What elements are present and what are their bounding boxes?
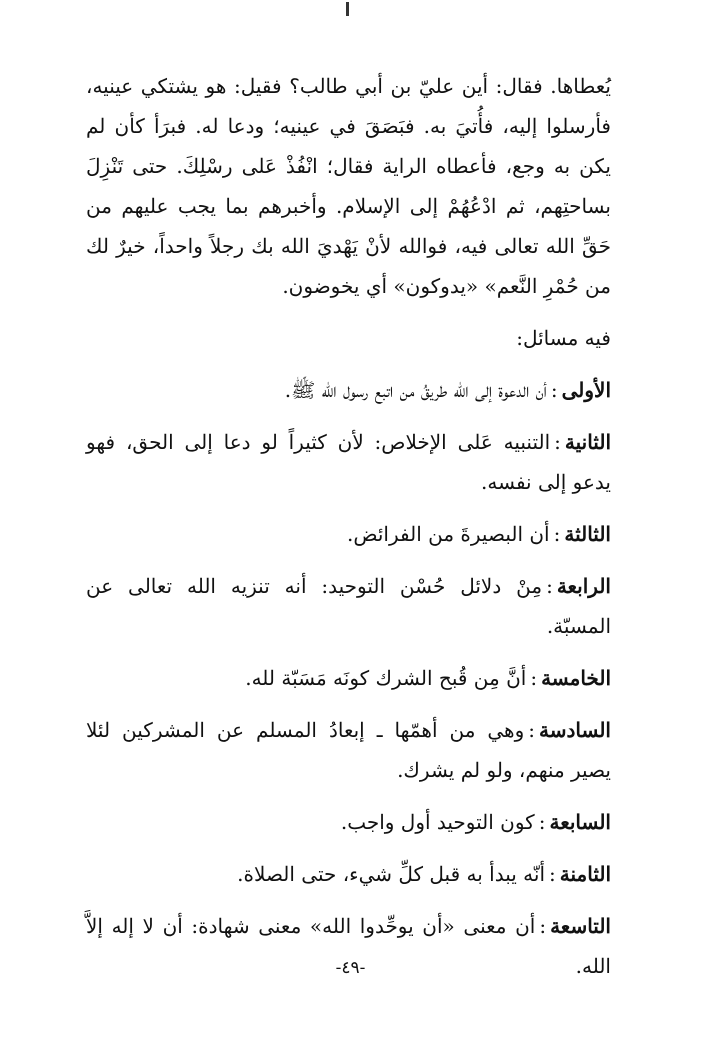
issue-4: الرابعة:مِنْ دلائل حُسْن التوحيد: أنه تنزيه الله تعالى عن المسبّة. (86, 574, 611, 638)
issue-7-label: السابعة (549, 810, 611, 834)
issue-4-text: مِنْ دلائل حُسْن التوحيد: أنه تنزيه الله تعالى عن المسبّة. (86, 574, 611, 638)
issue-8: الثامنة:أنّه يبدأ به قبل كلِّ شيء، حتى الصلاة. (237, 862, 611, 886)
top-margin-mark (346, 2, 349, 16)
intro-paragraph: يُعطاها. فقال: أين عليّ بن أبي طالب؟ فقيل: هو يشتكي عينيه، فأرسلوا إليه، فأُتيَ به. فبَصَقَ في عينيه؛ ودعا له. فبرَأ كأن لم يكن به وجع، فأعطاه الراية فقال؛ انْفُذْ عَلى رسْلِكَ. حتى تَنْزِلَ بساحتِهم، ثم ادْعُهُمْ إلى الإسلام. وأخبرهم بما يجب عليهم من حَقِّ الله تعالى فيه، فوالله لأنْ يَهْديَ الله بك رجلاً واحداً، خيرٌ لك من حُمْرِ النَّعم» «يدوكون» أي يخوضون. (86, 74, 611, 298)
issue-1: الأولى:أن الدعوة إلى الله طريقُ من اتبع رسول الله ﷺ. (284, 378, 611, 402)
issue-7-text: كون التوحيد أول واجب. (340, 810, 535, 834)
issue-2-label: الثانية (564, 430, 611, 454)
issue-6-text: وهي من أهمّها ـ إبعادُ المسلم عن المشركين لئلا يصير منهم، ولو لم يشرك. (86, 718, 611, 782)
issue-5: الخامسة:أنَّ مِن قُبح الشرك كونَه مَسَبّة لله. (245, 666, 611, 690)
issue-2-text: التنبيه عَلى الإخلاص: لأن كثيراً لو دعا إلى الحق، فهو يدعو إلى نفسه. (86, 430, 611, 494)
issue-1-label: الأولى (561, 378, 611, 402)
issue-6: السادسة:وهي من أهمّها ـ إبعادُ المسلم عن المشركين لئلا يصير منهم، ولو لم يشرك. (86, 718, 611, 782)
issue-3-label: الثالثة (564, 522, 611, 546)
issue-5-text: أنَّ مِن قُبح الشرك كونَه مَسَبّة لله. (245, 666, 527, 690)
issue-6-label: السادسة (539, 718, 611, 742)
issue-8-label: الثامنة (559, 862, 611, 886)
issue-7: السابعة:كون التوحيد أول واجب. (340, 810, 611, 834)
issues-heading: فيه مسائل: (516, 326, 611, 350)
issue-4-label: الرابعة (556, 574, 611, 598)
issue-1-text: أن الدعوة إلى الله طريقُ من اتبع رسول الله ﷺ. (284, 378, 547, 402)
issue-5-label: الخامسة (541, 666, 611, 690)
issue-3: الثالثة:أن البصيرةَ من الفرائض. (346, 522, 611, 546)
issue-8-text: أنّه يبدأ به قبل كلِّ شيء، حتى الصلاة. (237, 862, 545, 886)
issue-9-label: التاسعة (550, 914, 611, 938)
issue-3-text: أن البصيرةَ من الفرائض. (346, 522, 550, 546)
page-body (86, 66, 611, 986)
issue-2: الثانية:التنبيه عَلى الإخلاص: لأن كثيراً لو دعا إلى الحق، فهو يدعو إلى نفسه. (86, 430, 611, 494)
issue-9: التاسعة:أن معنى «أن يوحِّدوا الله» معنى شهادة: أن لا إله إلاَّ الله. (86, 914, 611, 978)
page-number: -٤٩- (335, 958, 366, 978)
issue-9-text: أن معنى «أن يوحِّدوا الله» معنى شهادة: أن لا إله إلاَّ الله. (86, 914, 611, 978)
